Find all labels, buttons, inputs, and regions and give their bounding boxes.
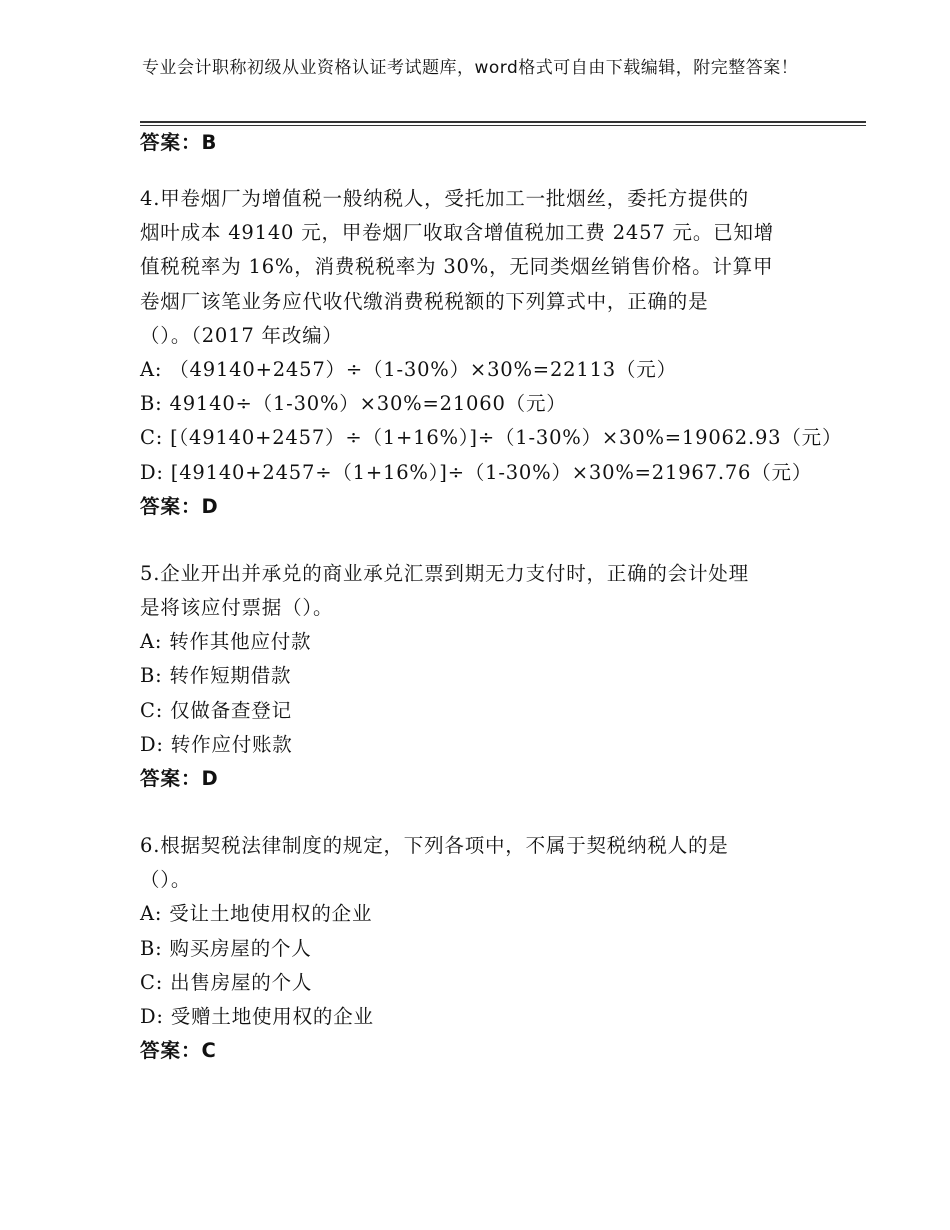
question-6 <box>140 829 830 1068</box>
header-divider <box>140 121 866 123</box>
answer <box>140 1034 830 1068</box>
answer-label: 答案： <box>140 767 202 791</box>
answer-value: D <box>201 494 219 518</box>
stem-line: 4.甲卷烟厂为增值税一般纳税人，受托加工一批烟丝，委托方提供的 <box>140 187 749 210</box>
option-d: D: 转作应付账款 <box>140 732 293 756</box>
header-text: 专业会计职称初级从业资格认证考试题库，word格式可自由下载编辑，附完整答案！ <box>142 58 799 78</box>
option-d: D: 受赠土地使用权的企业 <box>140 1005 374 1029</box>
question-4 <box>140 182 843 524</box>
question-stem <box>140 557 830 625</box>
answer-label: 答案： <box>140 494 202 518</box>
option-c: C: 仅做备查登记 <box>140 698 292 722</box>
option-b: B: 转作短期借款 <box>140 664 292 688</box>
question-list <box>140 126 843 1068</box>
previous-answer <box>140 126 830 160</box>
answer-label: 答案： <box>140 131 202 154</box>
question-stem <box>140 829 830 897</box>
answer-label: 答案： <box>140 1039 202 1063</box>
option-b: B: 购买房屋的个人 <box>140 936 312 960</box>
option-a: A: （49140+2457）÷（1-30%）×30%=22113（元） <box>140 358 677 382</box>
answer-value: C <box>201 1039 217 1063</box>
answer-value: B <box>201 131 218 154</box>
answer <box>140 490 830 524</box>
stem-line: 值税税率为 16%，消费税税率为 30%，无同类烟丝销售价格。计算甲 <box>140 255 774 279</box>
stem-line: （）。 <box>140 868 192 892</box>
stem-line: 6.根据契税法律制度的规定，下列各项中，不属于契税纳税人的是 <box>140 834 729 858</box>
page-header <box>142 57 812 79</box>
stem-line: （）。（2017 年改编） <box>140 323 343 347</box>
stem-line: 是将该应付票据（）。 <box>140 596 334 620</box>
option-a: A: 受让土地使用权的企业 <box>140 902 373 926</box>
option-b: B: 49140÷（1-30%）×30%=21060（元） <box>140 392 567 416</box>
stem-line: 卷烟厂该笔业务应代收代缴消费税税额的下列算式中，正确的是 <box>140 289 709 313</box>
stem-line: 5.企业开出并承兑的商业承兑汇票到期无力支付时，正确的会计处理 <box>140 561 749 585</box>
option-c: C: [（49140+2457）÷（1+16%）]÷（1-30%）×30%=19062.93（元） <box>140 426 843 450</box>
question-5 <box>140 557 830 796</box>
stem-line: 烟叶成本 49140 元，甲卷烟厂收取含增值税加工费 2457 元。已知增 <box>140 221 775 245</box>
option-c: C: 出售房屋的个人 <box>140 970 313 994</box>
question-stem <box>140 182 830 353</box>
answer-value: D <box>201 767 219 791</box>
option-d: D: [49140+2457÷（1+16%）]÷（1-30%）×30%=21967.76（元） <box>140 460 813 484</box>
answer <box>140 762 830 796</box>
option-a: A: 转作其他应付款 <box>140 630 312 654</box>
